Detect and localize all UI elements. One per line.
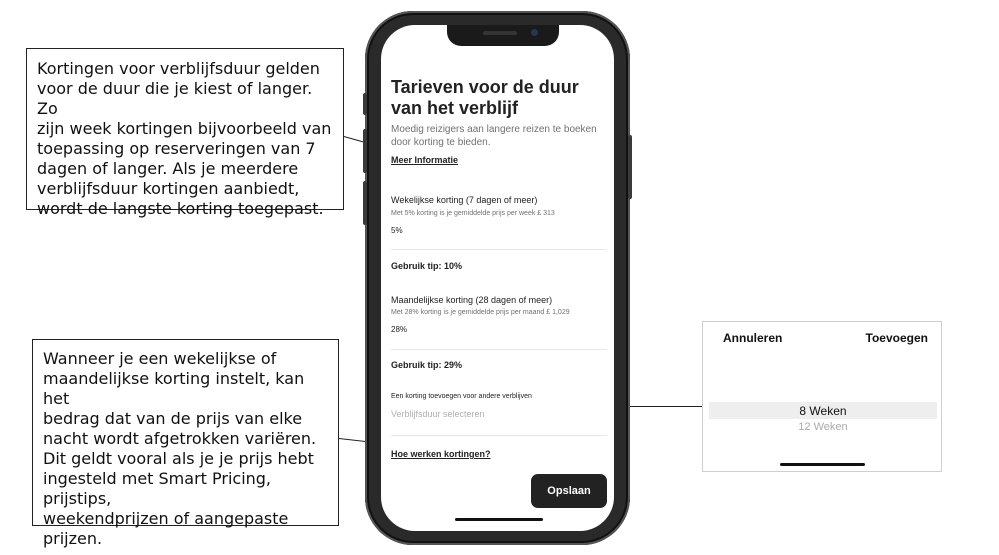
divider: [391, 435, 607, 436]
duration-picker: [702, 321, 942, 472]
weekly-discount-subtitle: Met 5% korting is je gemiddelde prijs per week £ 313: [391, 210, 555, 217]
phone-notch: [447, 25, 559, 46]
picker-option-selected[interactable]: 8 Weken: [799, 404, 847, 418]
phone-volume-down-button: [363, 181, 367, 225]
page-title: Tarieven voor de duur van het verblijf: [391, 77, 579, 118]
callout-top-text: Kortingen voor verblijfsduur gelden voor de duur die je kiest of langer. Zo zijn week kortingen bijvoorbeeld van toepassing op reserveringen van 7 dagen of langer. Als je meerdere verblijfsduur kortingen aanbiedt, wordt de langste korting toegepast.: [37, 59, 332, 218]
monthly-discount-title: Maandelijkse korting (28 dagen of meer): [391, 295, 553, 305]
phone-power-button: [628, 135, 632, 199]
save-button[interactable]: Opslaan: [531, 474, 607, 508]
more-info-link[interactable]: Meer Informatie: [391, 155, 459, 165]
weekly-discount-input[interactable]: 5%: [391, 226, 403, 235]
page-subtitle: Moedig reizigers aan langere reizen te boeken door korting te bieden.: [391, 124, 597, 148]
stay-duration-select[interactable]: Verblijfsduur selecteren: [391, 409, 485, 419]
callout-discount-variation-info: [32, 339, 339, 548]
home-indicator: [455, 518, 543, 521]
cancel-button[interactable]: Annuleren: [723, 331, 783, 345]
monthly-discount-subtitle: Met 28% korting is je gemiddelde prijs per maand £ 1,029: [391, 309, 570, 316]
home-indicator: [780, 463, 865, 466]
phone-side-button: [363, 93, 367, 115]
add-button[interactable]: Toevoegen: [865, 331, 928, 345]
callout-stay-discount-info: [26, 48, 344, 218]
phone-screen: [381, 25, 614, 531]
monthly-discount-input[interactable]: 28%: [391, 325, 408, 334]
speaker-icon: [483, 31, 517, 35]
phone-mockup: [365, 11, 630, 545]
weekly-tip[interactable]: Gebruik tip: 10%: [391, 261, 463, 271]
camera-icon: [531, 29, 538, 36]
weekly-discount-title: Wekelijkse korting (7 dagen of meer): [391, 195, 538, 205]
phone-volume-up-button: [363, 129, 367, 173]
divider: [391, 249, 607, 250]
divider: [391, 349, 607, 350]
monthly-tip[interactable]: Gebruik tip: 29%: [391, 360, 463, 370]
add-discount-label: Een korting toevoegen voor andere verblijven: [391, 393, 532, 400]
how-discounts-work-link[interactable]: Hoe werken kortingen?: [391, 449, 491, 459]
picker-option[interactable]: 12 Weken: [798, 421, 848, 433]
callout-bottom-text: Wanneer je een wekelijkse of maandelijkse korting instelt, kan het bedrag dat van de prijs van elke nacht wordt afgetrokken variëren. Dit geldt vooral als je je prijs hebt ingesteld met Smart Pricing, prijstips, weekendprijzen of aangepaste prijzen.: [43, 349, 317, 548]
